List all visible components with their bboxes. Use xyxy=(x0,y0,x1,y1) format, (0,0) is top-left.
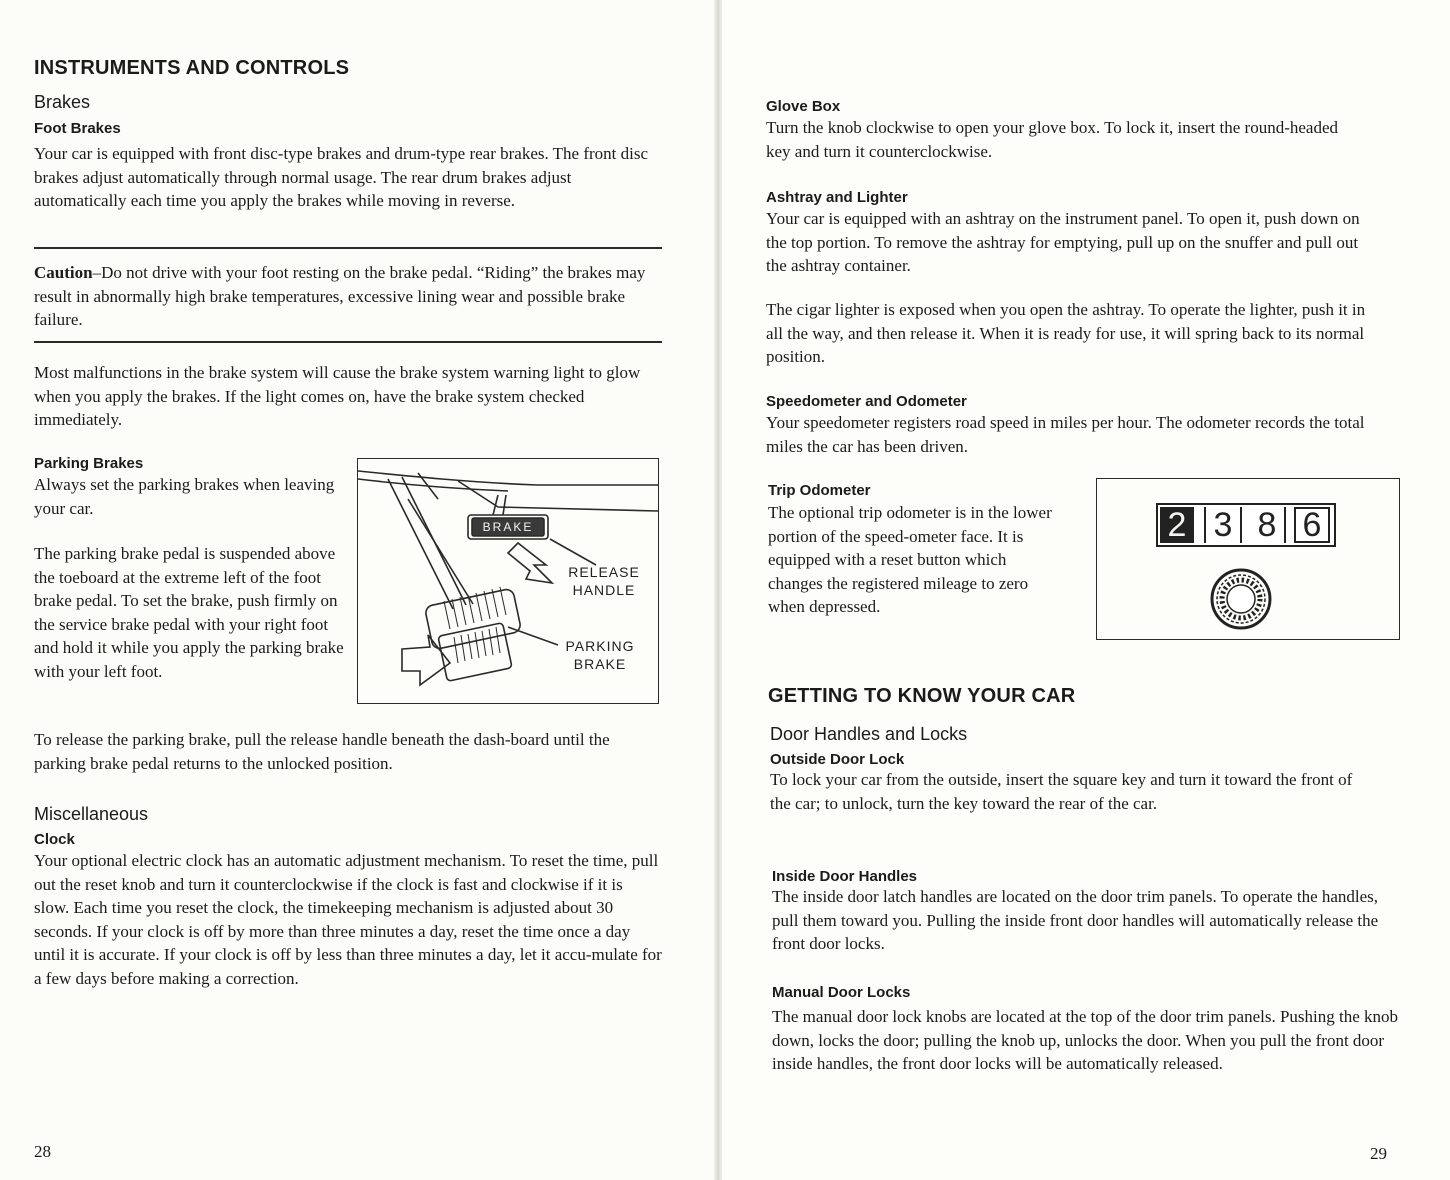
release-handle-callout xyxy=(558,563,650,599)
divider-top xyxy=(34,247,662,249)
parking-brakes-text-2: The parking brake pedal is suspended above the toeboard at the extreme left of the foot brake pedal. To set the brake, push firmly on the service brake pedal with your right foot and hold it while you apply the parking brake with your left foot. xyxy=(34,544,344,681)
heading-brakes: Brakes xyxy=(34,92,91,112)
speedometer-text: Your speedometer registers road speed in miles per hour. The odometer records the total miles the car has been driven. xyxy=(766,413,1365,456)
odometer-digit: 2 xyxy=(1160,507,1194,543)
heading-miscellaneous: Miscellaneous xyxy=(34,804,149,824)
parking-label-line-2: BRAKE xyxy=(573,656,627,672)
divider-bottom xyxy=(34,341,662,343)
heading-inside-door-handles: Inside Door Handles xyxy=(772,868,918,885)
parking-label-line-1: PARKING xyxy=(565,638,635,654)
ashtray-text: Your car is equipped with an ashtray on the instrument panel. To open it, push down on the top portion. To remove the ashtray for emptying, pull up on the snuffer and pull out the ashtray container. xyxy=(766,209,1360,275)
lighter-text: The cigar lighter is exposed when you open the ashtray. To operate the lighter, push it in all the way, and then release it. When it is ready for use, it will spring back to its normal position. xyxy=(766,300,1366,366)
heading-clock: Clock xyxy=(34,831,75,848)
parking-brakes-text-1: Always set the parking brakes when leaving your car. xyxy=(34,475,335,518)
warning-light-text: Most malfunctions in the brake system will cause the brake system warning light to glow when you apply the brakes. If the light comes on, have the brake system checked immediately. xyxy=(34,363,641,429)
heading-ashtray-lighter: Ashtray and Lighter xyxy=(766,189,908,206)
release-parking-brake-text: To release the parking brake, pull the release handle beneath the dash-board until the parking brake pedal returns to the unlocked position. xyxy=(34,730,610,773)
caution-label: Caution xyxy=(34,263,93,282)
odometer-digit: 3 xyxy=(1204,507,1242,543)
parking-brake-figure xyxy=(357,458,659,704)
page-number-right: 29 xyxy=(1370,1144,1387,1163)
manual-door-locks-text: The manual door lock knobs are located at the top of the door trim panels. Pushing the knob down, locks the door; pulling the knob up, unlocks the door. When you pull the front door inside handles, the front door locks will be automatically released. xyxy=(772,1007,1399,1073)
parking-brake-callout xyxy=(554,637,646,673)
trip-odometer-text: The optional trip odometer is in the lower portion of the speed-ometer face. It is equipped with a reset button which changes the registered mileage to zero when depressed. xyxy=(768,503,1052,616)
odometer-digit: 8 xyxy=(1250,507,1286,543)
heading-manual-door-locks: Manual Door Locks xyxy=(772,984,911,1001)
heading-door-handles-locks: Door Handles and Locks xyxy=(770,724,968,744)
brake-handle-label: BRAKE xyxy=(482,520,534,534)
section-title-instruments: INSTRUMENTS AND CONTROLS xyxy=(34,57,350,79)
outside-door-lock-text: To lock your car from the outside, insert the square key and turn it toward the front of the car; to unlock, turn the key toward the rear of the car. xyxy=(770,770,1353,813)
glove-box-text: Turn the knob clockwise to open your glove box. To lock it, insert the round-headed key and turn it counterclockwise. xyxy=(766,118,1338,161)
odometer-display xyxy=(1156,503,1336,547)
heading-outside-door-lock: Outside Door Lock xyxy=(770,751,905,768)
heading-foot-brakes: Foot Brakes xyxy=(34,120,121,137)
section-title-getting-to-know: GETTING TO KNOW YOUR CAR xyxy=(768,685,1076,707)
caution-paragraph xyxy=(34,261,662,332)
release-label-line-2: HANDLE xyxy=(572,582,636,598)
left-page xyxy=(0,0,718,1180)
inside-door-handles-text: The inside door latch handles are located on the door trim panels. To operate the handles, pull them toward you. Pulling the inside front door handles will automatically release the front door locks. xyxy=(772,887,1379,953)
release-label-line-1: RELEASE xyxy=(568,564,640,580)
heading-speedometer: Speedometer and Odometer xyxy=(766,393,967,410)
foot-brakes-text: Your car is equipped with front disc-type brakes and drum-type rear brakes. The front disc brakes adjust automatically through normal usage. The rear drum brakes adjust automatically each time you apply the brakes while moving in reverse. xyxy=(34,144,649,210)
right-page xyxy=(722,0,1450,1180)
heading-parking-brakes: Parking Brakes xyxy=(34,455,144,472)
caution-text: –Do not drive with your foot resting on the brake pedal. “Riding” the brakes may result in abnormally high brake temperatures, excessive lining wear and possible brake failure. xyxy=(34,263,646,329)
heading-glove-box: Glove Box xyxy=(766,98,841,115)
reset-button-icon xyxy=(1209,567,1273,631)
odometer-figure xyxy=(1096,478,1400,640)
clock-text: Your optional electric clock has an automatic adjustment mechanism. To reset the time, pull out the reset knob and turn it counterclockwise if the clock is fast and clockwise if it is slow. Each time you reset the clock, the timekeeping mechanism is adjusted about 30 seconds. If your clock is off by more than three minutes a day, reset the time once a day until it is accurate. If your clock is off by less than three minutes a day, let it accu-mulate for a few days before making a correction. xyxy=(34,851,662,988)
odometer-digit: 6 xyxy=(1294,507,1330,543)
page-number-left: 28 xyxy=(34,1142,51,1161)
heading-trip-odometer: Trip Odometer xyxy=(768,482,871,499)
